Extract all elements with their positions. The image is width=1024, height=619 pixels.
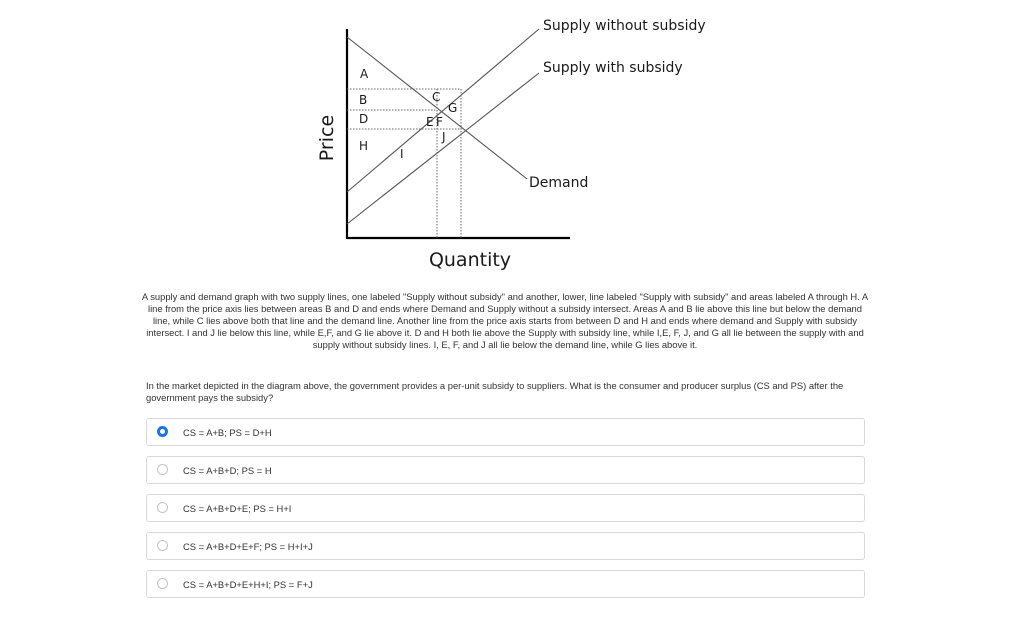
answer-option-label: CS = A+B+D+E; PS = H+I <box>183 503 292 514</box>
area-label-c: C <box>432 90 441 104</box>
area-label-f: F <box>436 115 443 129</box>
answer-option-2[interactable] <box>146 456 865 484</box>
radio-unselected-icon[interactable] <box>157 502 168 513</box>
radio-unselected-icon[interactable] <box>157 540 168 551</box>
question-text: In the market depicted in the diagram above, the government provides a per-unit subsidy to suppliers. What is the consumer and producer surplus (CS and PS) after the government pays the subsidy? <box>146 380 844 403</box>
price-axis-label: Price <box>316 114 338 162</box>
area-label-g: G <box>448 101 458 115</box>
supply-with-subsidy-curve <box>347 73 539 224</box>
area-label-j: J <box>442 130 446 144</box>
demand-label: Demand <box>529 175 589 191</box>
area-label-h: H <box>359 139 369 153</box>
area-label-b: B <box>359 93 368 107</box>
supply-without-subsidy-label: Supply without subsidy <box>543 18 706 34</box>
answer-option-label: CS = A+B; PS = D+H <box>183 427 272 438</box>
area-label-a: A <box>360 67 369 81</box>
quantity-axis-label: Quantity <box>428 249 512 271</box>
answer-option-label: CS = A+B+D+E+F; PS = H+I+J <box>183 541 313 552</box>
radio-unselected-icon[interactable] <box>157 578 168 589</box>
answer-option-1[interactable] <box>146 418 865 446</box>
answer-option-3[interactable] <box>146 494 865 522</box>
radio-selected-icon[interactable] <box>157 426 168 437</box>
answer-option-4[interactable] <box>146 532 865 560</box>
area-label-i: I <box>400 147 404 161</box>
supply-demand-graph <box>0 0 1024 290</box>
area-label-d: D <box>359 112 369 126</box>
answer-option-5[interactable] <box>146 570 865 598</box>
radio-unselected-icon[interactable] <box>157 464 168 475</box>
answer-option-label: CS = A+B+D+E+H+I; PS = F+J <box>183 579 313 590</box>
answer-option-label: CS = A+B+D; PS = H <box>183 465 272 476</box>
graph-description: A supply and demand graph with two supply lines, one labeled "Supply without subsidy" and another, lower, line labeled "Supply with subsidy" and areas labeled A through H. A line from the price axis lies between areas B and D and ends where Demand and Supply without a subsidy intersect. Areas A and B lie above this line but below the demand line, while C lies above both that line and the demand line. Another line from the price axis starts from between D and H and ends where demand and Supply with subsidy intersect. I and J lie below this line, while E,F, and G lie above it. D and H both lie above the Supply with subsidy line, while I,E, F, J, and G all lie between the supply with and supply without subsidy lines. I, E, F, and J all lie below the demand line, while G lies above it. <box>141 291 869 350</box>
area-label-e: E <box>426 115 434 129</box>
supply-with-subsidy-label: Supply with subsidy <box>543 60 683 76</box>
supply-without-subsidy-curve <box>347 29 539 192</box>
